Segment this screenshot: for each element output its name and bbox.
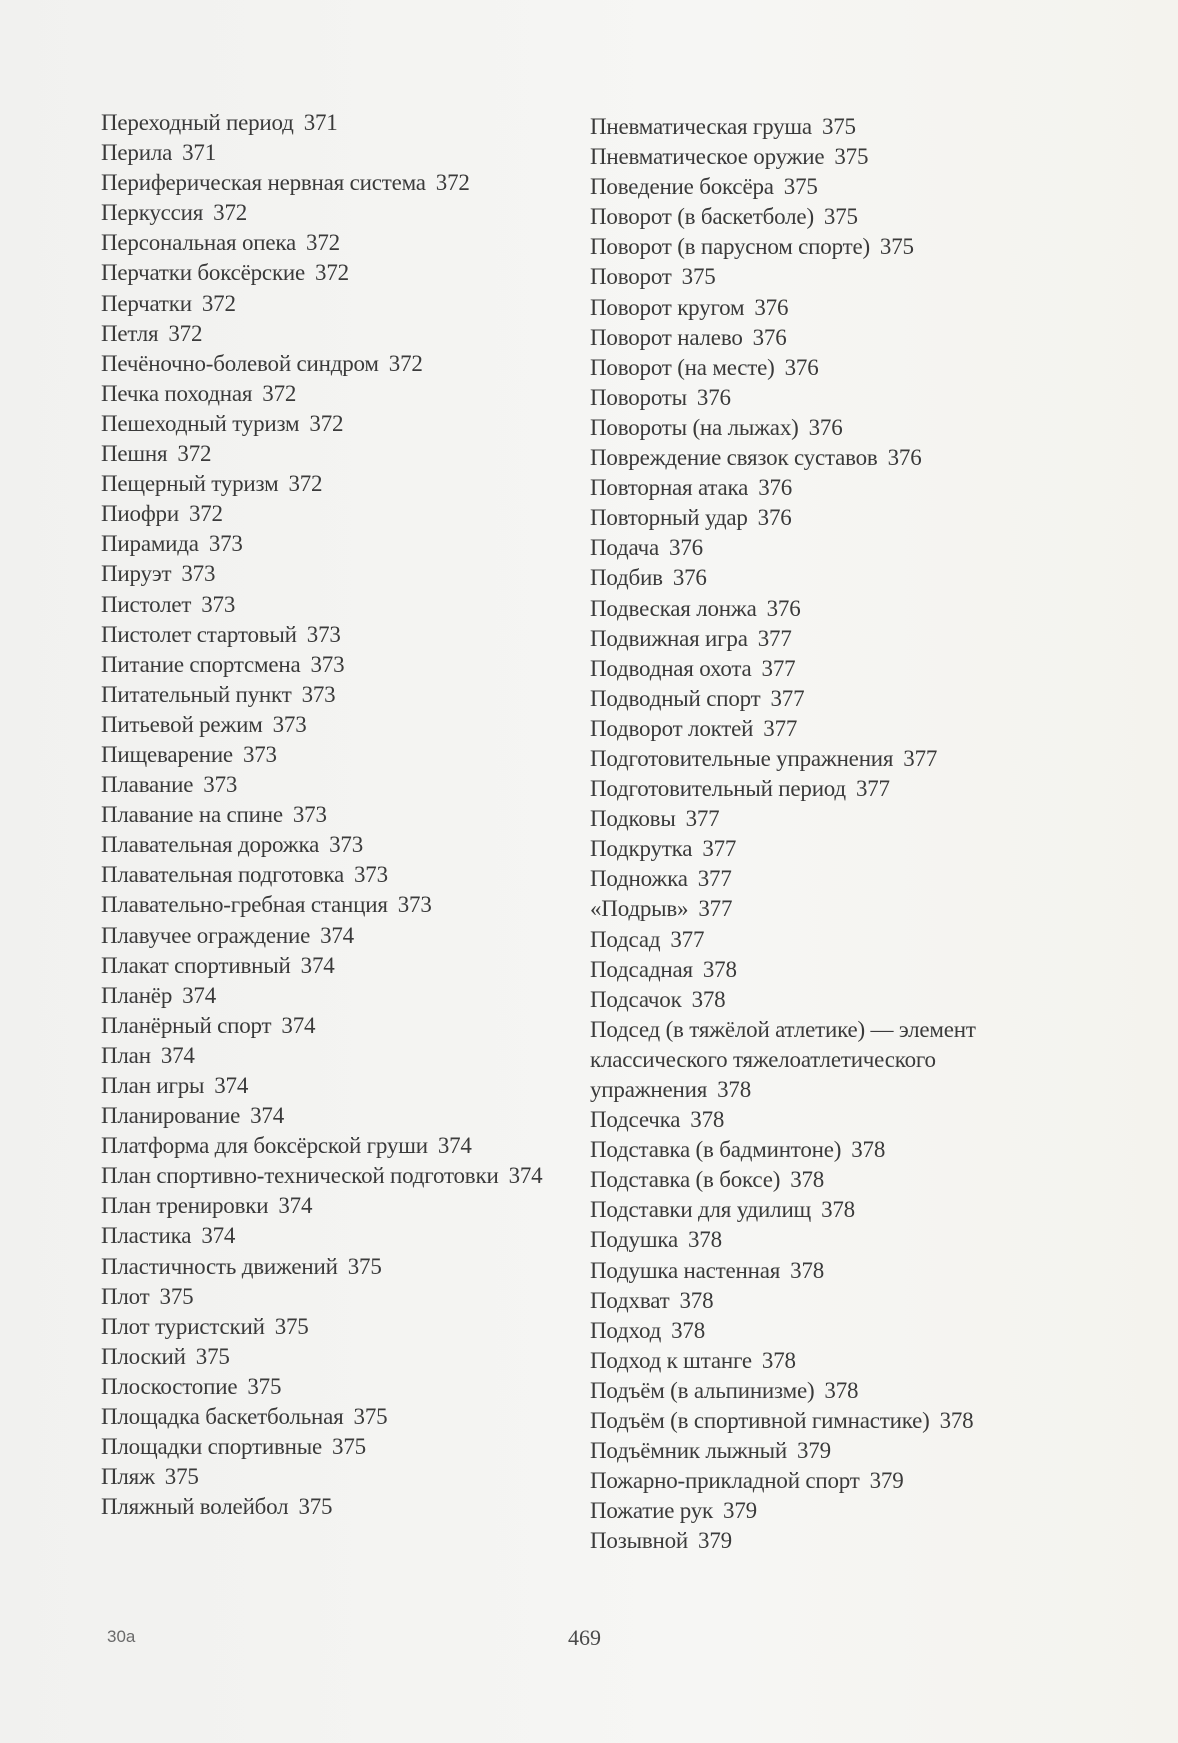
index-entry [590,955,1030,985]
index-page-ref: 373 [181,561,216,587]
index-entry [590,353,1030,383]
index-page-ref: 378 [790,1167,825,1193]
index-page-ref: 372 [388,350,423,376]
index-entry [590,1105,1030,1135]
index-page-ref: 376 [754,294,789,320]
index-page-ref: 373 [306,621,341,647]
index-page-ref: 378 [790,1257,825,1283]
index-entry [101,1492,571,1522]
index-page-ref: 377 [770,685,805,711]
index-entry [101,1252,571,1282]
index-page-ref: 377 [697,866,732,892]
index-term: Подбив [590,565,663,591]
index-term: Планёр [101,982,173,1008]
index-page-ref: 372 [168,320,203,346]
index-term: Пневматическая груша [590,114,812,139]
index-entry [101,1071,571,1101]
index-term: Перила [101,140,173,166]
index-page-ref: 372 [201,290,236,316]
index-term: Подвижная игра [590,625,748,651]
index-term: Пневматическое оружие [590,144,825,170]
index-entry [101,138,571,168]
index-entry [590,1406,1030,1436]
index-entry [590,1466,1030,1496]
index-page-ref: 374 [437,1133,472,1159]
index-page-ref: 372 [213,200,248,226]
index-entry [590,293,1030,323]
index-entry [590,443,1030,473]
index-column-left [101,108,581,1522]
index-page-ref: 374 [278,1193,313,1219]
index-entry [590,594,1030,624]
index-page-ref: 374 [320,922,354,948]
index-page-ref: 378 [939,1408,974,1434]
index-term: Подсачок [590,986,682,1012]
index-entry [101,590,571,620]
index-page-ref: 373 [301,681,336,707]
index-entry [590,1316,1030,1346]
index-page-ref: 371 [303,110,338,135]
index-entry [590,925,1030,955]
index-term: Поведение боксёра [590,174,774,200]
index-page-ref: 379 [698,1528,732,1554]
index-entry [590,112,1030,142]
index-page-ref: 378 [690,1107,725,1133]
index-entry [101,319,571,349]
index-term: Пистолет [101,591,192,617]
index-page-ref: 374 [182,982,217,1008]
index-page-ref: 378 [824,1377,859,1403]
index-term: Подворот локтей [590,715,754,741]
index-term: Подъём (в спортивной гимнастике) [590,1408,930,1434]
index-entry [590,323,1030,353]
index-entry [590,232,1030,262]
index-term: Питьевой режим [101,711,263,737]
index-term: Пещерный туризм [101,471,279,497]
index-term: План спортивно-технической подготовки [101,1163,499,1189]
index-term: Плавание на спине [101,802,283,828]
index-entry [101,1011,571,1041]
index-entry [101,559,571,589]
index-page-ref: 375 [823,204,858,230]
index-entry [101,379,571,409]
index-term: Площадка баскетбольная [101,1404,344,1430]
index-term: Подготовительный период [590,776,846,802]
index-entry [101,439,571,469]
index-page-ref: 378 [691,986,726,1012]
index-term: Подсад [590,926,661,952]
index-term: Повороты (на лыжах) [590,414,799,440]
index-entry [101,198,571,228]
index-page-ref: 374 [160,1042,195,1068]
index-term: Печка походная [101,380,253,406]
index-page-ref: 372 [262,380,297,406]
index-term: Пожарно-прикладной спорт [590,1468,860,1494]
index-entry [101,1432,571,1462]
index-entry [101,620,571,650]
index-term: Подставки для удилищ [590,1197,812,1223]
index-page-ref: 378 [761,1347,796,1373]
index-page-ref: 375 [681,264,716,290]
index-page-ref: 376 [757,505,792,531]
index-term: Подход к штанге [590,1347,752,1373]
index-entry [590,654,1030,684]
index-term: Плоскостопие [101,1373,238,1399]
index-entry [101,650,571,680]
index-entry [101,469,571,499]
index-entry [590,503,1030,533]
index-page-ref: 376 [758,475,793,501]
index-term: Плот туристский [101,1313,265,1339]
index-entry [590,1256,1030,1286]
index-entry [101,1131,571,1161]
index-term: Плавательная дорожка [101,832,320,858]
index-page-ref: 371 [182,140,217,166]
index-page-ref: 376 [784,354,819,380]
index-entry [101,1342,571,1372]
index-term: Подводный спорт [590,685,761,711]
index-term: Подставка (в бадминтоне) [590,1137,842,1163]
index-page-ref: 376 [672,565,707,591]
index-entry [101,1402,571,1432]
index-term: Пешня [101,441,168,467]
index-term: Повторный удар [590,505,748,531]
index-entry [101,1372,571,1402]
index-term: Пластичность движений [101,1253,338,1279]
index-page-ref: 378 [717,1077,752,1102]
index-page-ref: 377 [763,715,798,741]
index-page-ref: 375 [298,1494,333,1520]
index-page-ref: 373 [397,892,432,918]
index-entry [590,624,1030,654]
index-entry [101,108,571,138]
index-term: Пляж [101,1464,155,1490]
index-term: Поворот налево [590,324,743,350]
index-term: Питательный пункт [101,681,292,707]
index-entry [590,985,1030,1015]
index-term: Плакат спортивный [101,952,291,978]
index-term: Поворот (в баскетболе) [590,204,814,230]
index-page-ref: 375 [347,1253,382,1279]
index-term: Плот [101,1283,150,1309]
index-term: Повреждение связок суставов [590,445,878,471]
index-term: Перчатки боксёрские [101,260,306,286]
index-term: Подножка [590,866,688,892]
index-column-right [590,112,1060,1557]
index-page-ref: 377 [903,745,938,771]
index-page-ref: 378 [688,1227,722,1253]
index-term: Подушка настенная [590,1257,781,1283]
index-term: Периферическая нервная система [101,170,426,196]
index-page-ref: 377 [702,836,737,862]
index-entry [590,563,1030,593]
index-page-ref: 375 [353,1404,388,1430]
index-term: Пластика [101,1223,192,1249]
index-entry [590,1015,1030,1105]
index-term: Поворот (на месте) [590,354,775,380]
index-page-ref: 375 [247,1373,282,1399]
index-page-ref: 375 [783,174,818,200]
index-page-ref: 378 [702,956,737,982]
index-term: Повороты [590,384,687,410]
index-term: Плавучее ограждение [101,922,311,948]
index-term: Плавательно-гребная станция [101,892,388,918]
index-term: Подход [590,1317,662,1343]
index-entry [101,228,571,258]
index-page-ref: 376 [766,595,801,621]
index-entry [590,473,1030,503]
index-entry [590,172,1030,202]
index-entry [101,1221,571,1251]
index-term: Переходный период [101,110,294,135]
index-page-ref: 376 [808,414,843,440]
index-term: Пирамида [101,531,199,557]
index-entry [590,864,1030,894]
index-entry [101,1462,571,1492]
index-term: Пляжный волейбол [101,1494,289,1520]
index-page-ref: 373 [292,802,327,828]
index-entry [101,1041,571,1071]
index-entry [590,1436,1030,1466]
index-page-ref: 377 [670,926,705,952]
index-entry [590,533,1030,563]
index-page-ref: 372 [315,260,349,286]
index-term: Подхват [590,1287,670,1313]
index-page-ref: 377 [761,655,796,681]
index-page-ref: 379 [723,1498,757,1524]
index-term: Подъём (в альпинизме) [590,1377,815,1403]
index-page-ref: 373 [272,711,307,737]
index-entry [590,834,1030,864]
index-entry [590,804,1030,834]
index-entry [590,1195,1030,1225]
index-entry [101,921,571,951]
index-entry [101,409,571,439]
index-term: Площадки спортивные [101,1434,323,1460]
index-page-ref: 372 [306,230,340,256]
index-page-ref: 378 [671,1317,706,1343]
index-page-ref: 376 [669,535,703,561]
index-term: Подводная охота [590,655,752,681]
index-page-ref: 373 [201,591,236,617]
index-entry [590,684,1030,714]
index-page-ref: 374 [201,1223,236,1249]
index-page-ref: 372 [309,410,344,436]
index-term: Подсед (в тяжёлой атлетике) — элемент классического тяжелоатлетического упражнения [590,1016,976,1102]
index-term: Поворот [590,264,672,290]
index-entry [101,499,571,529]
index-term: Петля [101,320,159,346]
index-term: Поворот кругом [590,294,745,320]
index-term: Подвеская лонжа [590,595,757,621]
index-entry [590,1496,1030,1526]
index-entry [590,894,1030,924]
index-term: Пешеходный туризм [101,410,300,436]
index-term: Пищеварение [101,741,233,767]
index-entry [101,349,571,379]
index-term: Подсадная [590,956,693,982]
index-term: Подковы [590,806,676,832]
index-entry [101,168,571,198]
index-term: «Подрыв» [590,896,689,922]
index-entry [590,774,1030,804]
index-page-ref: 378 [679,1287,714,1313]
index-term: Печёночно-болевой синдром [101,350,379,376]
index-term: Пируэт [101,561,172,587]
index-page-ref: 373 [310,651,345,677]
index-entry [101,1101,571,1131]
index-entry [101,800,571,830]
index-page-ref: 376 [696,384,731,410]
index-page-ref: 379 [869,1468,904,1494]
index-term: Подготовительные упражнения [590,745,894,771]
index-entry [101,1282,571,1312]
index-entry [101,710,571,740]
index-entry [590,142,1030,172]
index-entry [590,714,1030,744]
index-term: Планирование [101,1103,241,1129]
index-entry [101,981,571,1011]
page-number: 469 [568,1625,601,1650]
index-entry [101,860,571,890]
index-page-ref: 378 [821,1197,855,1223]
index-page-ref: 374 [300,952,335,978]
index-term: Платформа для боксёрской груши [101,1133,428,1159]
index-entry [590,1225,1030,1255]
index-entry [101,680,571,710]
index-entry [590,1286,1030,1316]
index-page-ref: 377 [855,776,890,802]
index-term: Подача [590,535,660,561]
index-entry [590,744,1030,774]
signature-mark: 30а [107,1627,136,1646]
index-page-ref: 377 [685,806,720,832]
index-page-ref: 373 [208,531,243,557]
index-page-ref: 373 [242,741,277,767]
index-entry [101,890,571,920]
index-entry [590,262,1030,292]
index-entry [590,1165,1030,1195]
index-page-ref: 375 [274,1313,309,1339]
index-entry [101,1191,571,1221]
index-page-ref: 377 [757,625,792,651]
index-entry [101,1312,571,1342]
index-page-ref: 377 [698,896,733,922]
index-page-ref: 372 [288,471,323,497]
index-entry [590,1346,1030,1376]
index-term: Перкуссия [101,200,204,226]
index-page-ref: 374 [508,1163,543,1189]
index-page-ref: 373 [203,772,238,798]
index-term: Поворот (в парусном спорте) [590,234,870,260]
index-page-ref: 373 [354,862,388,888]
index-page-ref: 372 [177,441,212,467]
index-term: Плавание [101,772,194,798]
index-page-ref: 374 [281,1012,316,1038]
index-page-ref: 375 [195,1343,230,1369]
index-term: Подкрутка [590,836,693,862]
index-term: Пистолет стартовый [101,621,297,647]
index-term: Пиофри [101,501,179,527]
index-page-ref: 376 [752,324,787,350]
index-term: Плавательная подготовка [101,862,344,888]
index-entry [590,1376,1030,1406]
index-page-ref: 374 [214,1073,249,1098]
index-entry [101,529,571,559]
index-term: Плоский [101,1343,186,1369]
index-entry [101,951,571,981]
index-page-ref: 376 [887,445,922,471]
index-page-ref: 375 [164,1464,199,1490]
index-term: Персональная опека [101,230,297,256]
index-term: Питание спортсмена [101,651,301,677]
index-term: Подушка [590,1227,678,1253]
index-term: Пожатие рук [590,1498,714,1524]
index-entry [101,830,571,860]
index-entry [101,770,571,800]
index-term: Повторная атака [590,475,749,501]
index-page-ref: 372 [188,501,223,527]
index-entry [101,258,571,288]
index-term: Подставка (в боксе) [590,1167,781,1193]
index-term: План тренировки [101,1193,269,1219]
index-page-ref: 372 [435,170,470,196]
index-term: Позывной [590,1528,689,1554]
index-term: Подсечка [590,1107,681,1133]
index-page-ref: 375 [821,114,856,139]
index-term: Планёрный спорт [101,1012,272,1038]
index-entry [590,413,1030,443]
index-page-ref: 378 [851,1137,886,1163]
index-entry [590,202,1030,232]
index-entry [590,1526,1030,1556]
index-page-ref: 373 [329,832,364,858]
index-page-ref: 375 [332,1434,366,1460]
index-page-ref: 379 [797,1438,831,1464]
index-term: План игры [101,1073,205,1098]
index-page-ref: 375 [879,234,914,260]
index-page-ref: 375 [159,1283,194,1309]
index-term: План [101,1042,151,1068]
index-term: Подъёмник лыжный [590,1438,788,1464]
index-entry [101,1161,571,1191]
index-page-ref: 375 [834,144,869,170]
index-term: Перчатки [101,290,192,316]
index-entry [590,383,1030,413]
index-entry [590,1135,1030,1165]
index-page-ref: 374 [250,1103,285,1129]
index-entry [101,289,571,319]
index-entry [101,740,571,770]
